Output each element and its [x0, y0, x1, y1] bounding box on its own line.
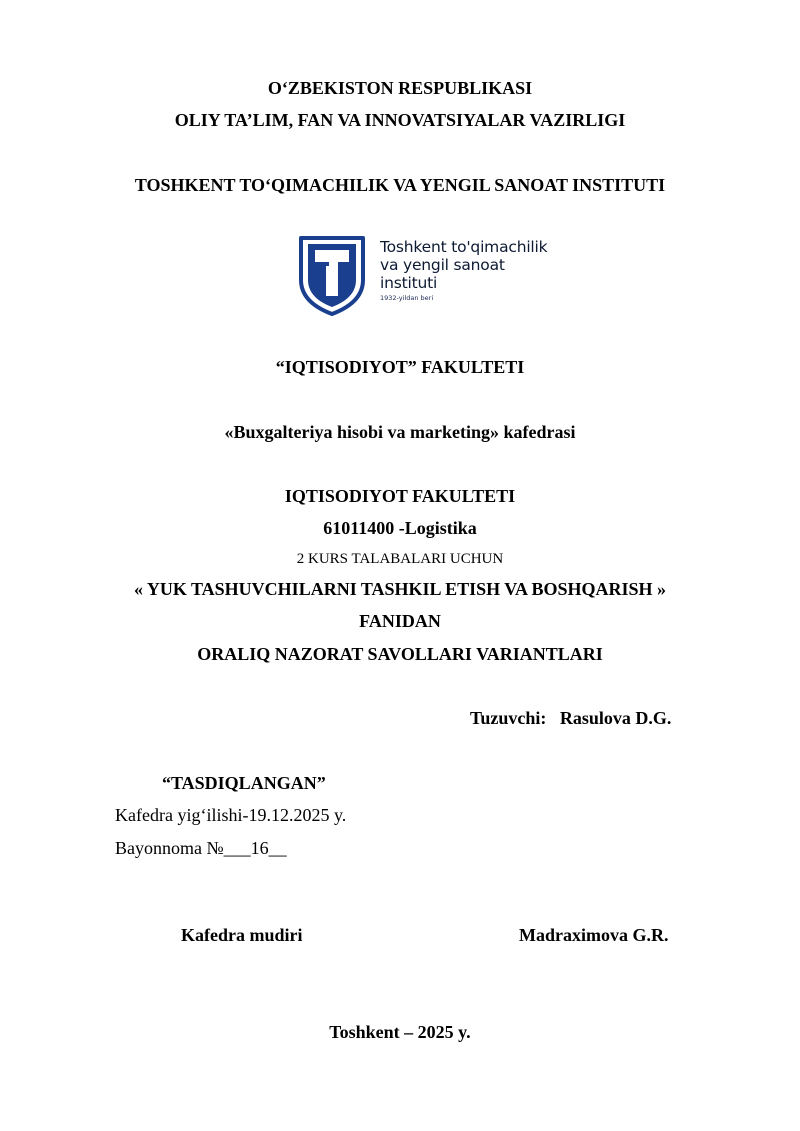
document-title: ORALIQ NAZORAT SAVOLLARI VARIANTLARI: [197, 644, 603, 664]
author-name: Rasulova D.G.: [559, 708, 672, 728]
logo-wordmark: [380, 238, 547, 303]
country-heading: O‘ZBEKISTON RESPUBLIKASI: [267, 78, 533, 98]
footer-place-year: Toshkent – 2025 y.: [329, 1022, 471, 1042]
course-faculty: IQTISODIYOT FAKULTETI: [284, 486, 516, 506]
institute-heading: TOSHKENT TO‘QIMACHILIK VA YENGIL SANOAT INSTITUTI: [134, 175, 666, 195]
shield-t-logo-icon: [298, 236, 366, 316]
approval-title: “TASDIQLANGAN”: [162, 773, 326, 793]
department-title: «Buxgalteriya hisobi va marketing» kafedrasi: [224, 422, 576, 442]
ministry-heading: OLIY TA’LIM, FAN VA INNOVATSIYALAR VAZIRLIGI: [174, 110, 626, 130]
institute-logo: [298, 236, 568, 316]
approval-meeting: Kafedra yig‘ilishi-19.12.2025 y.: [115, 805, 347, 825]
signature-role: Kafedra mudiri: [181, 925, 303, 945]
subject-suffix: FANIDAN: [359, 611, 441, 631]
approval-protocol: Bayonnoma №___16__: [115, 838, 287, 858]
logo-line-1: Toshkent to'qimachilik: [380, 238, 548, 256]
signature-name: Madraximova G.R.: [519, 925, 669, 945]
logo-line-3: instituti: [380, 274, 438, 292]
faculty-title: “IQTISODIYOT” FAKULTETI: [275, 357, 525, 377]
logo-since: 1932-yildan beri: [380, 294, 434, 302]
course-year: 2 KURS TALABALARI UCHUN: [296, 551, 504, 567]
author-line: [470, 707, 671, 729]
logo-line-2: va yengil sanoat: [380, 256, 505, 274]
author-label: Tuzuvchi:: [470, 708, 547, 728]
subject-title: « YUK TASHUVCHILARNI TASHKIL ETISH VA BOSHQARISH »: [134, 579, 666, 599]
program-code: 61011400 -Logistika: [323, 518, 477, 538]
